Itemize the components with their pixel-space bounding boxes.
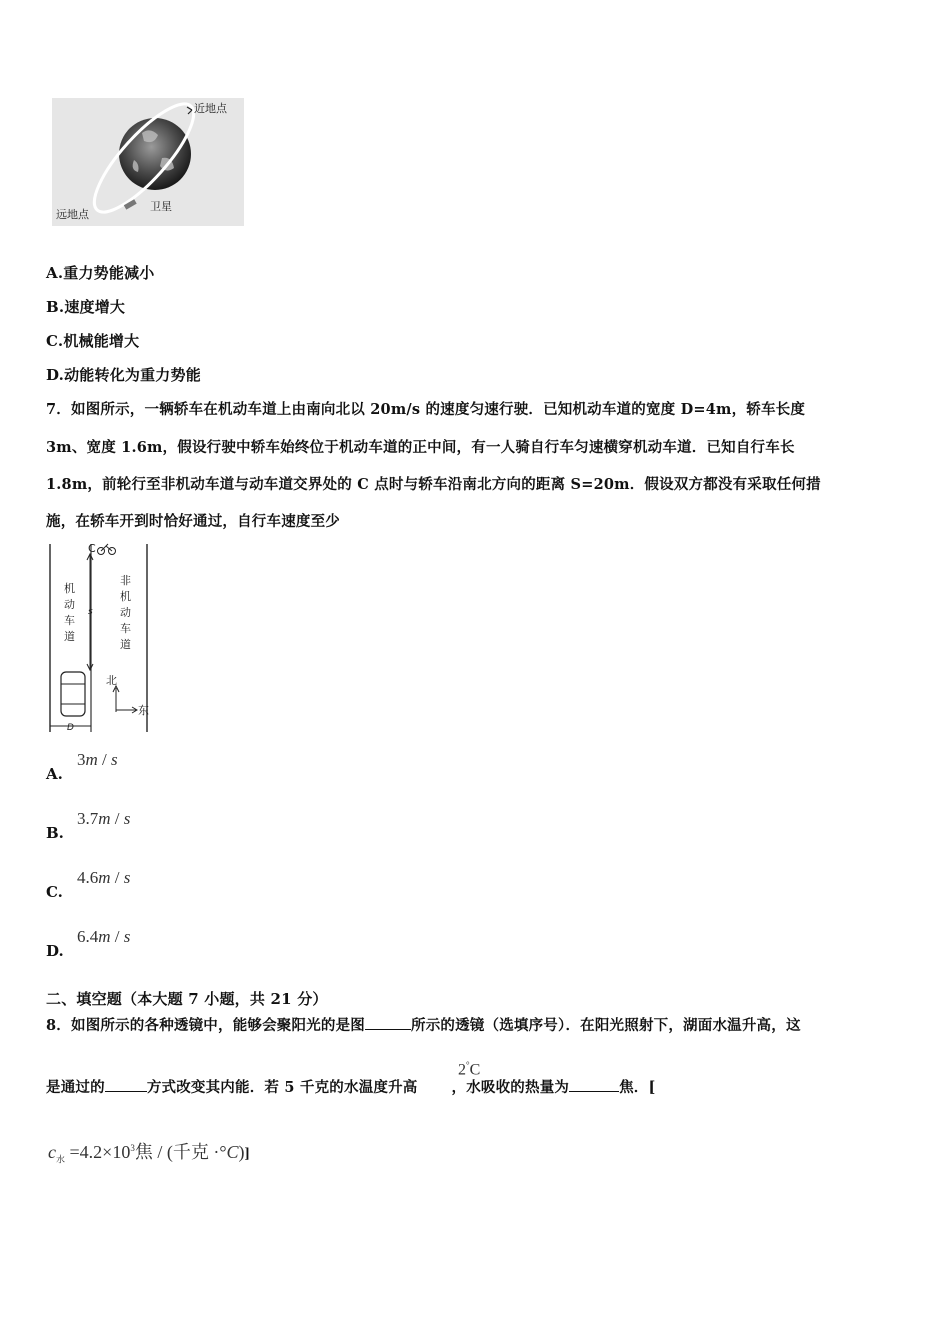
q7-option-b-letter: B.: [46, 824, 64, 842]
svg-text:非: 非: [120, 574, 131, 587]
q7-option-d-value: 6.4m / s: [77, 927, 131, 946]
svg-text:动: 动: [64, 598, 75, 611]
q7-line-4: 施，在轿车开到时恰好通过，自行车速度至少: [46, 513, 340, 530]
q7-option-c-value: 4.6m / s: [77, 868, 131, 887]
q8-line-1: 8．如图所示的各种透镜中，能够会聚阳光的是图 所示的透镜（选填序号）．在阳光照射下，湖面水温升高，这: [46, 1017, 801, 1034]
q7-option-a-letter: A.: [46, 765, 63, 783]
road-diagram-figure: [44, 540, 154, 736]
q8-blank-2[interactable]: [105, 1077, 147, 1092]
q6-option-a: A.重力势能减小: [46, 264, 155, 282]
satellite-orbit-figure: [52, 98, 244, 226]
far-point-label: 远地点: [56, 208, 89, 221]
label-north: 北: [106, 674, 117, 687]
svg-text:动: 动: [120, 606, 131, 619]
q7-line-1: 7．如图所示，一辆轿车在机动车道上由南向北以 20m/s 的速度匀速行驶．已知机动车道的宽度 D=4m，轿车长度: [46, 401, 806, 418]
label-east: 东: [138, 704, 149, 717]
satellite-label: 卫星: [150, 200, 172, 213]
label-c: C: [88, 542, 96, 555]
svg-text:道: 道: [64, 630, 75, 643]
q6-option-d: D.动能转化为重力势能: [46, 366, 201, 384]
q8-temperature: 2°C: [458, 1060, 481, 1079]
svg-text:车: 车: [120, 622, 131, 635]
svg-text:车: 车: [64, 614, 75, 627]
left-lane-label: [64, 581, 75, 643]
q7-line-2: 3m、宽度 1.6m，假设行驶中轿车始终位于机动车道的正中间，有一人骑自行车匀速横穿机动车道．已知自行车长: [46, 439, 795, 456]
near-point-label: 近地点: [194, 102, 227, 115]
q7-option-b-value: 3.7m / s: [77, 809, 131, 828]
svg-text:机: 机: [64, 582, 75, 595]
q8-blank-1[interactable]: [365, 1015, 411, 1030]
svg-text:道: 道: [120, 638, 131, 651]
label-s: s: [88, 607, 93, 617]
q7-option-d-letter: D.: [46, 942, 64, 960]
q6-option-b: B.速度增大: [46, 298, 126, 316]
right-lane-label: [120, 573, 131, 651]
q8-line-2: 是通过的 方式改变其内能．若 5 千克的水温度升高 ，水吸收的热量为 焦．[: [46, 1079, 656, 1096]
q8-specific-heat-formula: $c_水 =4.2\times 10^3$焦 / (千克 ·°C)]: [48, 1142, 250, 1165]
car-icon: [61, 672, 85, 716]
q7-option-a-value: 3m / s: [77, 750, 118, 769]
svg-text:机: 机: [120, 590, 131, 603]
q8-blank-3[interactable]: [569, 1077, 619, 1092]
q7-line-3: 1.8m，前轮行至非机动车道与动车道交界处的 C 点时与轿车沿南北方向的距离 S=20m．假设双方都没有采取任何措: [46, 476, 821, 493]
compass-arrows-icon: [113, 686, 137, 713]
q6-option-c: C.机械能增大: [46, 332, 140, 350]
bicycle-icon: [98, 544, 116, 555]
q7-option-c-letter: C.: [46, 883, 63, 901]
label-d: D: [67, 723, 74, 733]
section-2-heading: 二、填空题（本大题 7 小题，共 21 分）: [46, 990, 328, 1008]
